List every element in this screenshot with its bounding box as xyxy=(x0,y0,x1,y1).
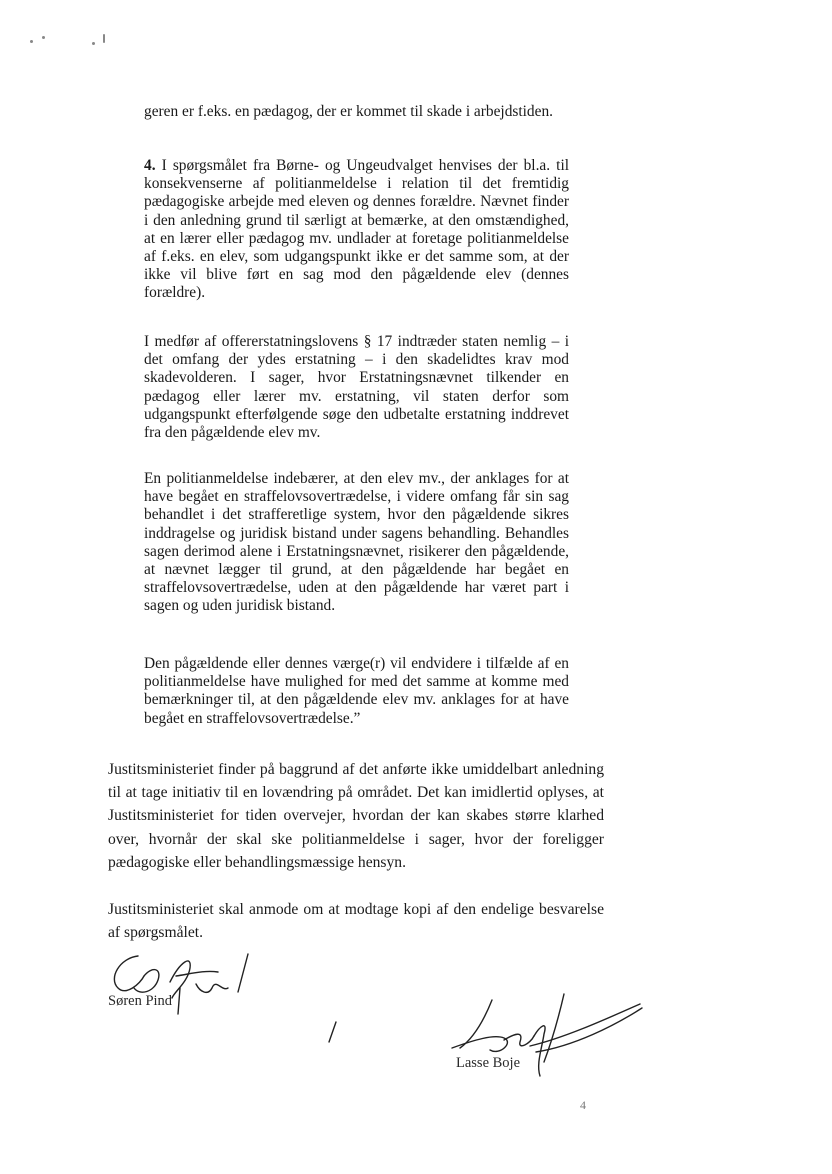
quote-paragraph-3: I medfør af offererstatningslovens § 17 indtræder staten nemlig – i det omfang der ydes erstatning – i den skadelidtes krav mod skadevolderen. I sager, hvor Erstatningsnævnet tilkender en pædagog eller lærer mv. erstatning, vil staten derfor som udgangspunkt efterfølgende søge den udbetalte erstatning inddrevet fra den pågældende elev mv. xyxy=(144,333,569,442)
signatory-name-1: Søren Pind xyxy=(108,993,173,1009)
quote-paragraph-2-text: I spørgsmålet fra Børne- og Ungeudvalget henvises der bl.a. til konsekvenserne af politianmeldelse i relation til det fremtidig pædagogiske arbejde med eleven og dennes forældre. Nævnet finder i den anledning grund til særligt at bemærke, at den omstændighed, at en lærer eller pædagog mv. undlader at foretage politianmeldelse af f.eks. en elev, som udgangspunkt ikke er det samme som, at der ikke vil blive ført en sag mod den pågældende elev (dennes forældre). xyxy=(144,157,569,302)
body-paragraph-1: Justitsministeriet finder på baggrund af det anførte ikke umiddelbart anledning til at tage initiativ til en lovændring på området. Det kan imidlertid oplyses, at Justitsministeriet for tiden overvejer, hvordan der kan skabes større klarhed over, hvornår der skal ske politianmeldelse i sager, hvor der foreligger pædagogiske eller behandlingsmæssige hensyn. xyxy=(108,761,604,871)
scan-artifact xyxy=(42,36,45,39)
quote-paragraph-1: geren er f.eks. en pædagog, der er kommet til skade i arbejdstiden. xyxy=(144,103,554,120)
page-number: 4 xyxy=(580,1098,586,1112)
section-number: 4. xyxy=(144,157,156,174)
scan-artifact xyxy=(103,34,105,43)
quote-paragraph-5: Den pågældende eller dennes værge(r) vil endvidere i tilfælde af en politianmeldelse have mulighed for med det samme at komme med bemærkninger til, at den pågældende elev mv. anklages for at have begået en straffelovsovertrædelse.” xyxy=(144,655,569,727)
scan-artifact xyxy=(92,42,95,45)
quote-paragraph-2 xyxy=(144,157,569,303)
signatory-name-2: Lasse Boje xyxy=(456,1055,521,1071)
quote-paragraph-4: En politianmeldelse indebærer, at den elev mv., der anklages for at have begået en straffelovsovertrædelse, i videre omfang får sin sag behandlet i det strafferetlige system, hvor den pågældende sikres inddragelse og juridisk bistand under sagens behandling. Behandles sagen derimod alene i Erstatningsnævnet, risikerer den pågældende, at nævnet lægger til grund, at den pågældende har begået en straffelovsovertrædelse, uden at den pågældende har været part i sagen og uden juridisk bistand. xyxy=(144,470,569,615)
body-paragraph-2: Justitsministeriet skal anmode om at modtage kopi af den endelige besvarelse af spørgsmålet. xyxy=(108,901,604,942)
pen-mark xyxy=(326,1020,338,1046)
scan-artifact xyxy=(30,40,33,43)
